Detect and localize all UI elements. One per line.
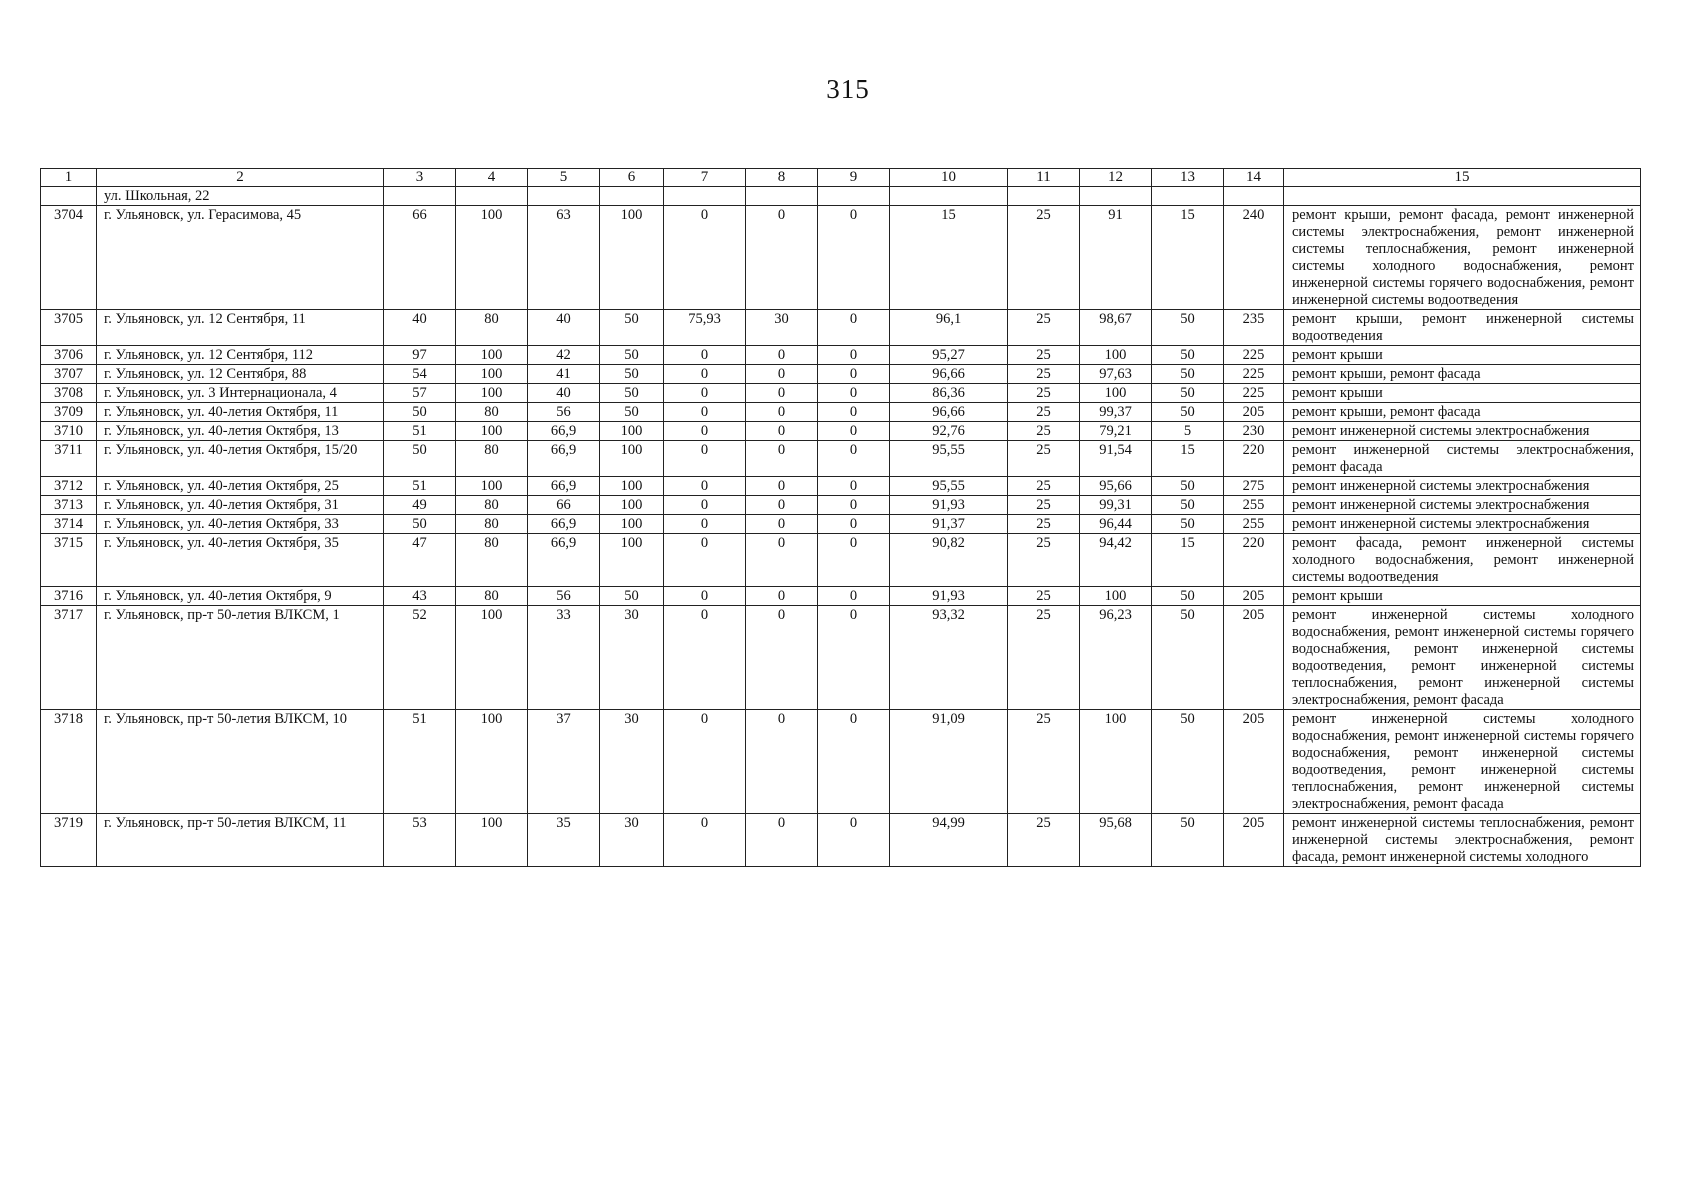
table-row bbox=[41, 515, 1641, 534]
row-number: 3711 bbox=[41, 441, 97, 477]
col3-cell: 51 bbox=[384, 710, 456, 814]
col14-cell: 205 bbox=[1224, 587, 1284, 606]
col11-cell: 25 bbox=[1008, 206, 1080, 310]
col8-cell: 0 bbox=[746, 515, 818, 534]
col10-cell: 96,1 bbox=[890, 310, 1008, 346]
empty-cell bbox=[384, 187, 456, 206]
empty-cell bbox=[664, 187, 746, 206]
col12-cell: 95,66 bbox=[1080, 477, 1152, 496]
col9-cell: 0 bbox=[818, 587, 890, 606]
column-number-cell: 12 bbox=[1080, 169, 1152, 187]
col12-cell: 96,23 bbox=[1080, 606, 1152, 710]
col11-cell: 25 bbox=[1008, 477, 1080, 496]
col13-cell: 50 bbox=[1152, 384, 1224, 403]
column-number-cell: 2 bbox=[97, 169, 384, 187]
table-row bbox=[41, 587, 1641, 606]
col10-cell: 94,99 bbox=[890, 814, 1008, 867]
col4-cell: 80 bbox=[456, 496, 528, 515]
col12-cell: 100 bbox=[1080, 346, 1152, 365]
col12-cell: 99,31 bbox=[1080, 496, 1152, 515]
col13-cell: 15 bbox=[1152, 441, 1224, 477]
empty-cell bbox=[746, 187, 818, 206]
works-cell: ремонт инженерной системы электроснабжения bbox=[1284, 422, 1641, 441]
col9-cell: 0 bbox=[818, 346, 890, 365]
col13-cell: 50 bbox=[1152, 496, 1224, 515]
col14-cell: 220 bbox=[1224, 534, 1284, 587]
col8-cell: 0 bbox=[746, 534, 818, 587]
col14-cell: 255 bbox=[1224, 515, 1284, 534]
row-number: 3708 bbox=[41, 384, 97, 403]
col8-cell: 0 bbox=[746, 496, 818, 515]
empty-cell bbox=[1080, 187, 1152, 206]
col14-cell: 225 bbox=[1224, 384, 1284, 403]
col9-cell: 0 bbox=[818, 422, 890, 441]
page-number: 315 bbox=[826, 74, 870, 104]
column-number-cell: 6 bbox=[600, 169, 664, 187]
table-row bbox=[41, 477, 1641, 496]
works-cell: ремонт инженерной системы электроснабжения, ремонт фасада bbox=[1284, 441, 1641, 477]
col11-cell: 25 bbox=[1008, 403, 1080, 422]
col4-cell: 100 bbox=[456, 384, 528, 403]
col3-cell: 43 bbox=[384, 587, 456, 606]
address-cell: г. Ульяновск, ул. 40-летия Октября, 35 bbox=[97, 534, 384, 587]
col6-cell: 30 bbox=[600, 710, 664, 814]
empty-cell bbox=[456, 187, 528, 206]
col14-cell: 205 bbox=[1224, 403, 1284, 422]
column-number-cell: 14 bbox=[1224, 169, 1284, 187]
table-row bbox=[41, 710, 1641, 814]
empty-cell bbox=[890, 187, 1008, 206]
col3-cell: 40 bbox=[384, 310, 456, 346]
address-cell: г. Ульяновск, ул. 12 Сентября, 11 bbox=[97, 310, 384, 346]
col8-cell: 0 bbox=[746, 710, 818, 814]
address-cell: г. Ульяновск, пр-т 50-летия ВЛКСМ, 1 bbox=[97, 606, 384, 710]
col5-cell: 66,9 bbox=[528, 441, 600, 477]
table-row bbox=[41, 496, 1641, 515]
col13-cell: 50 bbox=[1152, 346, 1224, 365]
col12-cell: 91 bbox=[1080, 206, 1152, 310]
col7-cell: 0 bbox=[664, 384, 746, 403]
table-row bbox=[41, 206, 1641, 310]
column-number-cell: 11 bbox=[1008, 169, 1080, 187]
table-row bbox=[41, 441, 1641, 477]
col5-cell: 63 bbox=[528, 206, 600, 310]
col3-cell: 53 bbox=[384, 814, 456, 867]
col8-cell: 0 bbox=[746, 365, 818, 384]
col5-cell: 41 bbox=[528, 365, 600, 384]
address-cell: г. Ульяновск, ул. 40-летия Октября, 25 bbox=[97, 477, 384, 496]
col12-cell: 100 bbox=[1080, 710, 1152, 814]
col12-cell: 98,67 bbox=[1080, 310, 1152, 346]
col3-cell: 47 bbox=[384, 534, 456, 587]
col12-cell: 97,63 bbox=[1080, 365, 1152, 384]
col3-cell: 50 bbox=[384, 403, 456, 422]
col4-cell: 100 bbox=[456, 606, 528, 710]
col4-cell: 80 bbox=[456, 587, 528, 606]
col12-cell: 95,68 bbox=[1080, 814, 1152, 867]
col10-cell: 91,93 bbox=[890, 587, 1008, 606]
col13-cell: 50 bbox=[1152, 814, 1224, 867]
col8-cell: 0 bbox=[746, 403, 818, 422]
works-cell: ремонт крыши, ремонт фасада bbox=[1284, 403, 1641, 422]
col12-cell: 100 bbox=[1080, 587, 1152, 606]
row-number: 3709 bbox=[41, 403, 97, 422]
col9-cell: 0 bbox=[818, 496, 890, 515]
address-cell: г. Ульяновск, ул. 40-летия Октября, 11 bbox=[97, 403, 384, 422]
row-number: 3717 bbox=[41, 606, 97, 710]
col14-cell: 230 bbox=[1224, 422, 1284, 441]
col6-cell: 100 bbox=[600, 496, 664, 515]
row-number: 3712 bbox=[41, 477, 97, 496]
row-number: 3716 bbox=[41, 587, 97, 606]
col12-cell: 79,21 bbox=[1080, 422, 1152, 441]
col11-cell: 25 bbox=[1008, 534, 1080, 587]
col4-cell: 100 bbox=[456, 477, 528, 496]
empty-cell bbox=[41, 187, 97, 206]
col14-cell: 205 bbox=[1224, 710, 1284, 814]
col3-cell: 51 bbox=[384, 422, 456, 441]
col3-cell: 49 bbox=[384, 496, 456, 515]
continuation-row bbox=[41, 187, 1641, 206]
col11-cell: 25 bbox=[1008, 422, 1080, 441]
col6-cell: 100 bbox=[600, 441, 664, 477]
row-number: 3710 bbox=[41, 422, 97, 441]
col8-cell: 0 bbox=[746, 477, 818, 496]
col14-cell: 275 bbox=[1224, 477, 1284, 496]
address-cell: г. Ульяновск, ул. 40-летия Октября, 31 bbox=[97, 496, 384, 515]
col12-cell: 91,54 bbox=[1080, 441, 1152, 477]
row-number: 3715 bbox=[41, 534, 97, 587]
col8-cell: 30 bbox=[746, 310, 818, 346]
column-number-cell: 7 bbox=[664, 169, 746, 187]
address-cell: г. Ульяновск, пр-т 50-летия ВЛКСМ, 11 bbox=[97, 814, 384, 867]
empty-cell bbox=[1224, 187, 1284, 206]
col4-cell: 80 bbox=[456, 441, 528, 477]
col6-cell: 50 bbox=[600, 384, 664, 403]
col5-cell: 40 bbox=[528, 310, 600, 346]
row-number: 3707 bbox=[41, 365, 97, 384]
col7-cell: 0 bbox=[664, 441, 746, 477]
col3-cell: 97 bbox=[384, 346, 456, 365]
col3-cell: 52 bbox=[384, 606, 456, 710]
works-cell: ремонт крыши, ремонт фасада, ремонт инженерной системы электроснабжения, ремонт инженерной системы теплоснабжения, ремонт инженерной системы холодного водоснабжения, ремонт инженерной системы горячего водоснабжения, ремонт инженерной системы водоотведения bbox=[1284, 206, 1641, 310]
col9-cell: 0 bbox=[818, 206, 890, 310]
empty-cell bbox=[528, 187, 600, 206]
empty-cell bbox=[818, 187, 890, 206]
continuation-address: ул. Школьная, 22 bbox=[97, 187, 384, 206]
address-cell: г. Ульяновск, ул. 12 Сентября, 88 bbox=[97, 365, 384, 384]
works-cell: ремонт фасада, ремонт инженерной системы холодного водоснабжения, ремонт инженерной системы водоотведения bbox=[1284, 534, 1641, 587]
col8-cell: 0 bbox=[746, 206, 818, 310]
col13-cell: 50 bbox=[1152, 606, 1224, 710]
col13-cell: 50 bbox=[1152, 587, 1224, 606]
row-number: 3719 bbox=[41, 814, 97, 867]
col13-cell: 15 bbox=[1152, 534, 1224, 587]
col8-cell: 0 bbox=[746, 384, 818, 403]
address-cell: г. Ульяновск, ул. 12 Сентября, 112 bbox=[97, 346, 384, 365]
col10-cell: 95,55 bbox=[890, 477, 1008, 496]
col13-cell: 15 bbox=[1152, 206, 1224, 310]
col11-cell: 25 bbox=[1008, 587, 1080, 606]
empty-cell bbox=[1284, 187, 1641, 206]
col14-cell: 205 bbox=[1224, 606, 1284, 710]
col14-cell: 255 bbox=[1224, 496, 1284, 515]
col11-cell: 25 bbox=[1008, 814, 1080, 867]
col6-cell: 50 bbox=[600, 346, 664, 365]
col7-cell: 0 bbox=[664, 346, 746, 365]
address-cell: г. Ульяновск, ул. 40-летия Октября, 13 bbox=[97, 422, 384, 441]
col11-cell: 25 bbox=[1008, 346, 1080, 365]
column-number-cell: 1 bbox=[41, 169, 97, 187]
col8-cell: 0 bbox=[746, 422, 818, 441]
col10-cell: 95,55 bbox=[890, 441, 1008, 477]
col7-cell: 0 bbox=[664, 206, 746, 310]
works-cell: ремонт крыши bbox=[1284, 346, 1641, 365]
address-cell: г. Ульяновск, ул. 40-летия Октября, 33 bbox=[97, 515, 384, 534]
table-row bbox=[41, 606, 1641, 710]
col4-cell: 100 bbox=[456, 346, 528, 365]
column-number-cell: 15 bbox=[1284, 169, 1641, 187]
col13-cell: 50 bbox=[1152, 477, 1224, 496]
col9-cell: 0 bbox=[818, 310, 890, 346]
col9-cell: 0 bbox=[818, 441, 890, 477]
col5-cell: 42 bbox=[528, 346, 600, 365]
works-cell: ремонт инженерной системы холодного водоснабжения, ремонт инженерной системы горячего водоснабжения, ремонт инженерной системы водоотведения, ремонт инженерной системы теплоснабжения, ремонт инженерной системы электроснабжения, ремонт фасада bbox=[1284, 606, 1641, 710]
row-number: 3704 bbox=[41, 206, 97, 310]
works-cell: ремонт крыши, ремонт инженерной системы водоотведения bbox=[1284, 310, 1641, 346]
col7-cell: 0 bbox=[664, 606, 746, 710]
col11-cell: 25 bbox=[1008, 441, 1080, 477]
row-number: 3714 bbox=[41, 515, 97, 534]
col12-cell: 94,42 bbox=[1080, 534, 1152, 587]
col4-cell: 100 bbox=[456, 814, 528, 867]
col10-cell: 96,66 bbox=[890, 403, 1008, 422]
col7-cell: 0 bbox=[664, 710, 746, 814]
col9-cell: 0 bbox=[818, 403, 890, 422]
col13-cell: 5 bbox=[1152, 422, 1224, 441]
col12-cell: 100 bbox=[1080, 384, 1152, 403]
col4-cell: 100 bbox=[456, 206, 528, 310]
address-cell: г. Ульяновск, ул. 3 Интернационала, 4 bbox=[97, 384, 384, 403]
col7-cell: 75,93 bbox=[664, 310, 746, 346]
works-cell: ремонт крыши bbox=[1284, 384, 1641, 403]
col10-cell: 91,37 bbox=[890, 515, 1008, 534]
col3-cell: 50 bbox=[384, 515, 456, 534]
row-number: 3718 bbox=[41, 710, 97, 814]
col14-cell: 235 bbox=[1224, 310, 1284, 346]
col5-cell: 56 bbox=[528, 587, 600, 606]
col7-cell: 0 bbox=[664, 403, 746, 422]
address-cell: г. Ульяновск, ул. 40-летия Октября, 9 bbox=[97, 587, 384, 606]
col6-cell: 50 bbox=[600, 403, 664, 422]
col11-cell: 25 bbox=[1008, 515, 1080, 534]
row-number: 3713 bbox=[41, 496, 97, 515]
col14-cell: 220 bbox=[1224, 441, 1284, 477]
col7-cell: 0 bbox=[664, 422, 746, 441]
col6-cell: 100 bbox=[600, 422, 664, 441]
col12-cell: 99,37 bbox=[1080, 403, 1152, 422]
col10-cell: 93,32 bbox=[890, 606, 1008, 710]
col9-cell: 0 bbox=[818, 814, 890, 867]
col13-cell: 50 bbox=[1152, 710, 1224, 814]
column-number-cell: 8 bbox=[746, 169, 818, 187]
works-cell: ремонт крыши, ремонт фасада bbox=[1284, 365, 1641, 384]
col8-cell: 0 bbox=[746, 346, 818, 365]
col7-cell: 0 bbox=[664, 587, 746, 606]
col10-cell: 95,27 bbox=[890, 346, 1008, 365]
col7-cell: 0 bbox=[664, 814, 746, 867]
col8-cell: 0 bbox=[746, 441, 818, 477]
col7-cell: 0 bbox=[664, 534, 746, 587]
works-cell: ремонт инженерной системы электроснабжения bbox=[1284, 477, 1641, 496]
col4-cell: 100 bbox=[456, 365, 528, 384]
row-number: 3706 bbox=[41, 346, 97, 365]
column-number-cell: 10 bbox=[890, 169, 1008, 187]
column-number-row bbox=[41, 169, 1641, 187]
col14-cell: 225 bbox=[1224, 346, 1284, 365]
col11-cell: 25 bbox=[1008, 496, 1080, 515]
col3-cell: 51 bbox=[384, 477, 456, 496]
col6-cell: 100 bbox=[600, 477, 664, 496]
col3-cell: 50 bbox=[384, 441, 456, 477]
col11-cell: 25 bbox=[1008, 365, 1080, 384]
col3-cell: 66 bbox=[384, 206, 456, 310]
col3-cell: 57 bbox=[384, 384, 456, 403]
col4-cell: 100 bbox=[456, 710, 528, 814]
col13-cell: 50 bbox=[1152, 310, 1224, 346]
empty-cell bbox=[600, 187, 664, 206]
col4-cell: 80 bbox=[456, 515, 528, 534]
col6-cell: 100 bbox=[600, 206, 664, 310]
empty-cell bbox=[1152, 187, 1224, 206]
col10-cell: 90,82 bbox=[890, 534, 1008, 587]
col11-cell: 25 bbox=[1008, 310, 1080, 346]
col11-cell: 25 bbox=[1008, 606, 1080, 710]
col9-cell: 0 bbox=[818, 477, 890, 496]
col6-cell: 50 bbox=[600, 310, 664, 346]
col5-cell: 37 bbox=[528, 710, 600, 814]
empty-cell bbox=[1008, 187, 1080, 206]
col10-cell: 91,09 bbox=[890, 710, 1008, 814]
col7-cell: 0 bbox=[664, 496, 746, 515]
row-number: 3705 bbox=[41, 310, 97, 346]
col9-cell: 0 bbox=[818, 534, 890, 587]
table-row bbox=[41, 384, 1641, 403]
col7-cell: 0 bbox=[664, 477, 746, 496]
table-row bbox=[41, 814, 1641, 867]
col8-cell: 0 bbox=[746, 606, 818, 710]
col3-cell: 54 bbox=[384, 365, 456, 384]
col14-cell: 240 bbox=[1224, 206, 1284, 310]
col9-cell: 0 bbox=[818, 710, 890, 814]
col10-cell: 92,76 bbox=[890, 422, 1008, 441]
col9-cell: 0 bbox=[818, 515, 890, 534]
col6-cell: 50 bbox=[600, 587, 664, 606]
col9-cell: 0 bbox=[818, 384, 890, 403]
col13-cell: 50 bbox=[1152, 403, 1224, 422]
col4-cell: 80 bbox=[456, 403, 528, 422]
col8-cell: 0 bbox=[746, 587, 818, 606]
col5-cell: 40 bbox=[528, 384, 600, 403]
column-number-cell: 9 bbox=[818, 169, 890, 187]
column-number-cell: 5 bbox=[528, 169, 600, 187]
col7-cell: 0 bbox=[664, 515, 746, 534]
works-cell: ремонт инженерной системы теплоснабжения, ремонт инженерной системы электроснабжения, ремонт фасада, ремонт инженерной системы холодного bbox=[1284, 814, 1641, 867]
address-cell: г. Ульяновск, ул. 40-летия Октября, 15/20 bbox=[97, 441, 384, 477]
col6-cell: 30 bbox=[600, 606, 664, 710]
col5-cell: 66,9 bbox=[528, 515, 600, 534]
col4-cell: 80 bbox=[456, 310, 528, 346]
col6-cell: 100 bbox=[600, 515, 664, 534]
works-cell: ремонт инженерной системы холодного водоснабжения, ремонт инженерной системы горячего водоснабжения, ремонт инженерной системы водоотведения, ремонт инженерной системы теплоснабжения, ремонт инженерной системы электроснабжения, ремонт фасада bbox=[1284, 710, 1641, 814]
col6-cell: 30 bbox=[600, 814, 664, 867]
column-number-cell: 4 bbox=[456, 169, 528, 187]
column-number-cell: 13 bbox=[1152, 169, 1224, 187]
col6-cell: 50 bbox=[600, 365, 664, 384]
col5-cell: 66 bbox=[528, 496, 600, 515]
table-row bbox=[41, 365, 1641, 384]
col13-cell: 50 bbox=[1152, 515, 1224, 534]
table-row bbox=[41, 346, 1641, 365]
col6-cell: 100 bbox=[600, 534, 664, 587]
col9-cell: 0 bbox=[818, 365, 890, 384]
col11-cell: 25 bbox=[1008, 384, 1080, 403]
table-row bbox=[41, 422, 1641, 441]
col11-cell: 25 bbox=[1008, 710, 1080, 814]
works-cell: ремонт инженерной системы электроснабжения bbox=[1284, 515, 1641, 534]
col5-cell: 33 bbox=[528, 606, 600, 710]
address-cell: г. Ульяновск, пр-т 50-летия ВЛКСМ, 10 bbox=[97, 710, 384, 814]
col10-cell: 15 bbox=[890, 206, 1008, 310]
col13-cell: 50 bbox=[1152, 365, 1224, 384]
address-cell: г. Ульяновск, ул. Герасимова, 45 bbox=[97, 206, 384, 310]
col5-cell: 66,9 bbox=[528, 422, 600, 441]
col7-cell: 0 bbox=[664, 365, 746, 384]
table-row bbox=[41, 534, 1641, 587]
table-row bbox=[41, 403, 1641, 422]
col5-cell: 66,9 bbox=[528, 534, 600, 587]
col4-cell: 100 bbox=[456, 422, 528, 441]
capital-repair-table bbox=[40, 168, 1641, 867]
table-row bbox=[41, 310, 1641, 346]
col12-cell: 96,44 bbox=[1080, 515, 1152, 534]
col5-cell: 66,9 bbox=[528, 477, 600, 496]
col14-cell: 205 bbox=[1224, 814, 1284, 867]
works-cell: ремонт крыши bbox=[1284, 587, 1641, 606]
col14-cell: 225 bbox=[1224, 365, 1284, 384]
col5-cell: 56 bbox=[528, 403, 600, 422]
col4-cell: 80 bbox=[456, 534, 528, 587]
col8-cell: 0 bbox=[746, 814, 818, 867]
column-number-cell: 3 bbox=[384, 169, 456, 187]
works-cell: ремонт инженерной системы электроснабжения bbox=[1284, 496, 1641, 515]
col9-cell: 0 bbox=[818, 606, 890, 710]
col10-cell: 91,93 bbox=[890, 496, 1008, 515]
col10-cell: 86,36 bbox=[890, 384, 1008, 403]
col10-cell: 96,66 bbox=[890, 365, 1008, 384]
col5-cell: 35 bbox=[528, 814, 600, 867]
